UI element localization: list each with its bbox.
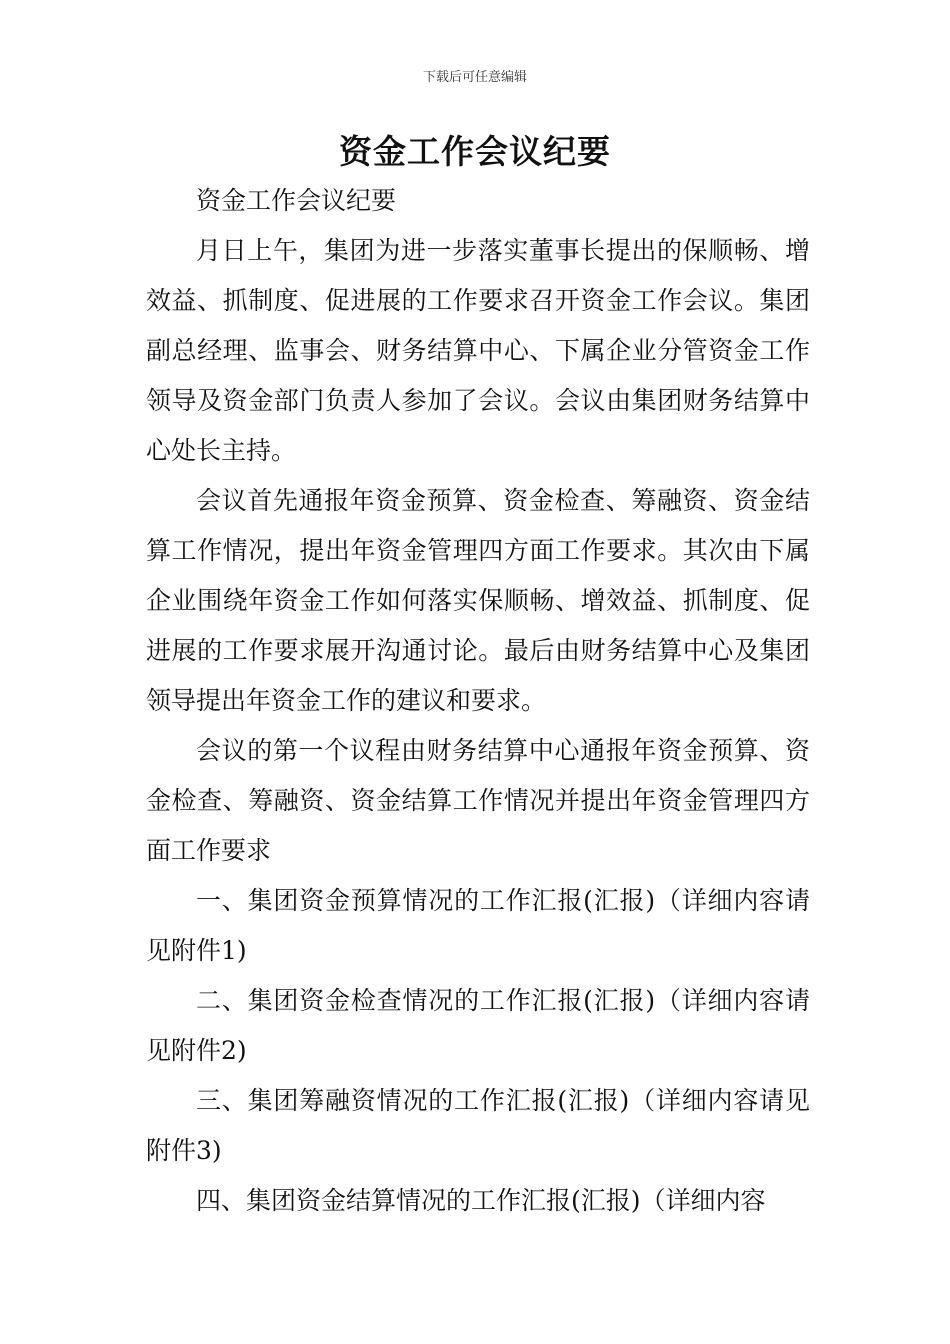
document-title: 资金工作会议纪要: [339, 132, 611, 171]
paragraph-intro: 月日上午，集团为进一步落实董事长提出的保顺畅、增效益、抓制度、促进展的工作要求召开资金工作会议。集团副总经理、监事会、财务结算中心、下属企业分管资金工作领导及资金部门负责人参加了会议。会议由集团财务结算中心处长主持。: [146, 236, 810, 465]
paragraph-agenda: 会议首先通报年资金预算、资金检查、筹融资、资金结算工作情况，提出年资金管理四方面工作要求。其次由下属企业围绕年资金工作如何落实保顺畅、增效益、抓制度、促进展的工作要求展开沟通讨论。最后由财务结算中心及集团领导提出年资金工作的建议和要求。: [146, 486, 810, 715]
paragraph-subtitle: 资金工作会议纪要: [196, 186, 397, 215]
header-note: 下载后可任意编辑: [422, 70, 527, 85]
paragraph-report-1: 一、集团资金预算情况的工作汇报(汇报)（详细内容请见附件1): [146, 886, 810, 965]
paragraph-report-4: 四、集团资金结算情况的工作汇报(汇报)（详细内容: [196, 1186, 766, 1215]
paragraph-first-item: 会议的第一个议程由财务结算中心通报年资金预算、资金检查、筹融资、资金结算工作情况并提出年资金管理四方面工作要求: [146, 736, 810, 865]
paragraph-report-2: 二、集团资金检查情况的工作汇报(汇报)（详细内容请见附件2): [146, 986, 810, 1065]
paragraph-report-3: 三、集团筹融资情况的工作汇报(汇报)（详细内容请见附件3): [146, 1086, 810, 1165]
document-body: [146, 176, 810, 1226]
